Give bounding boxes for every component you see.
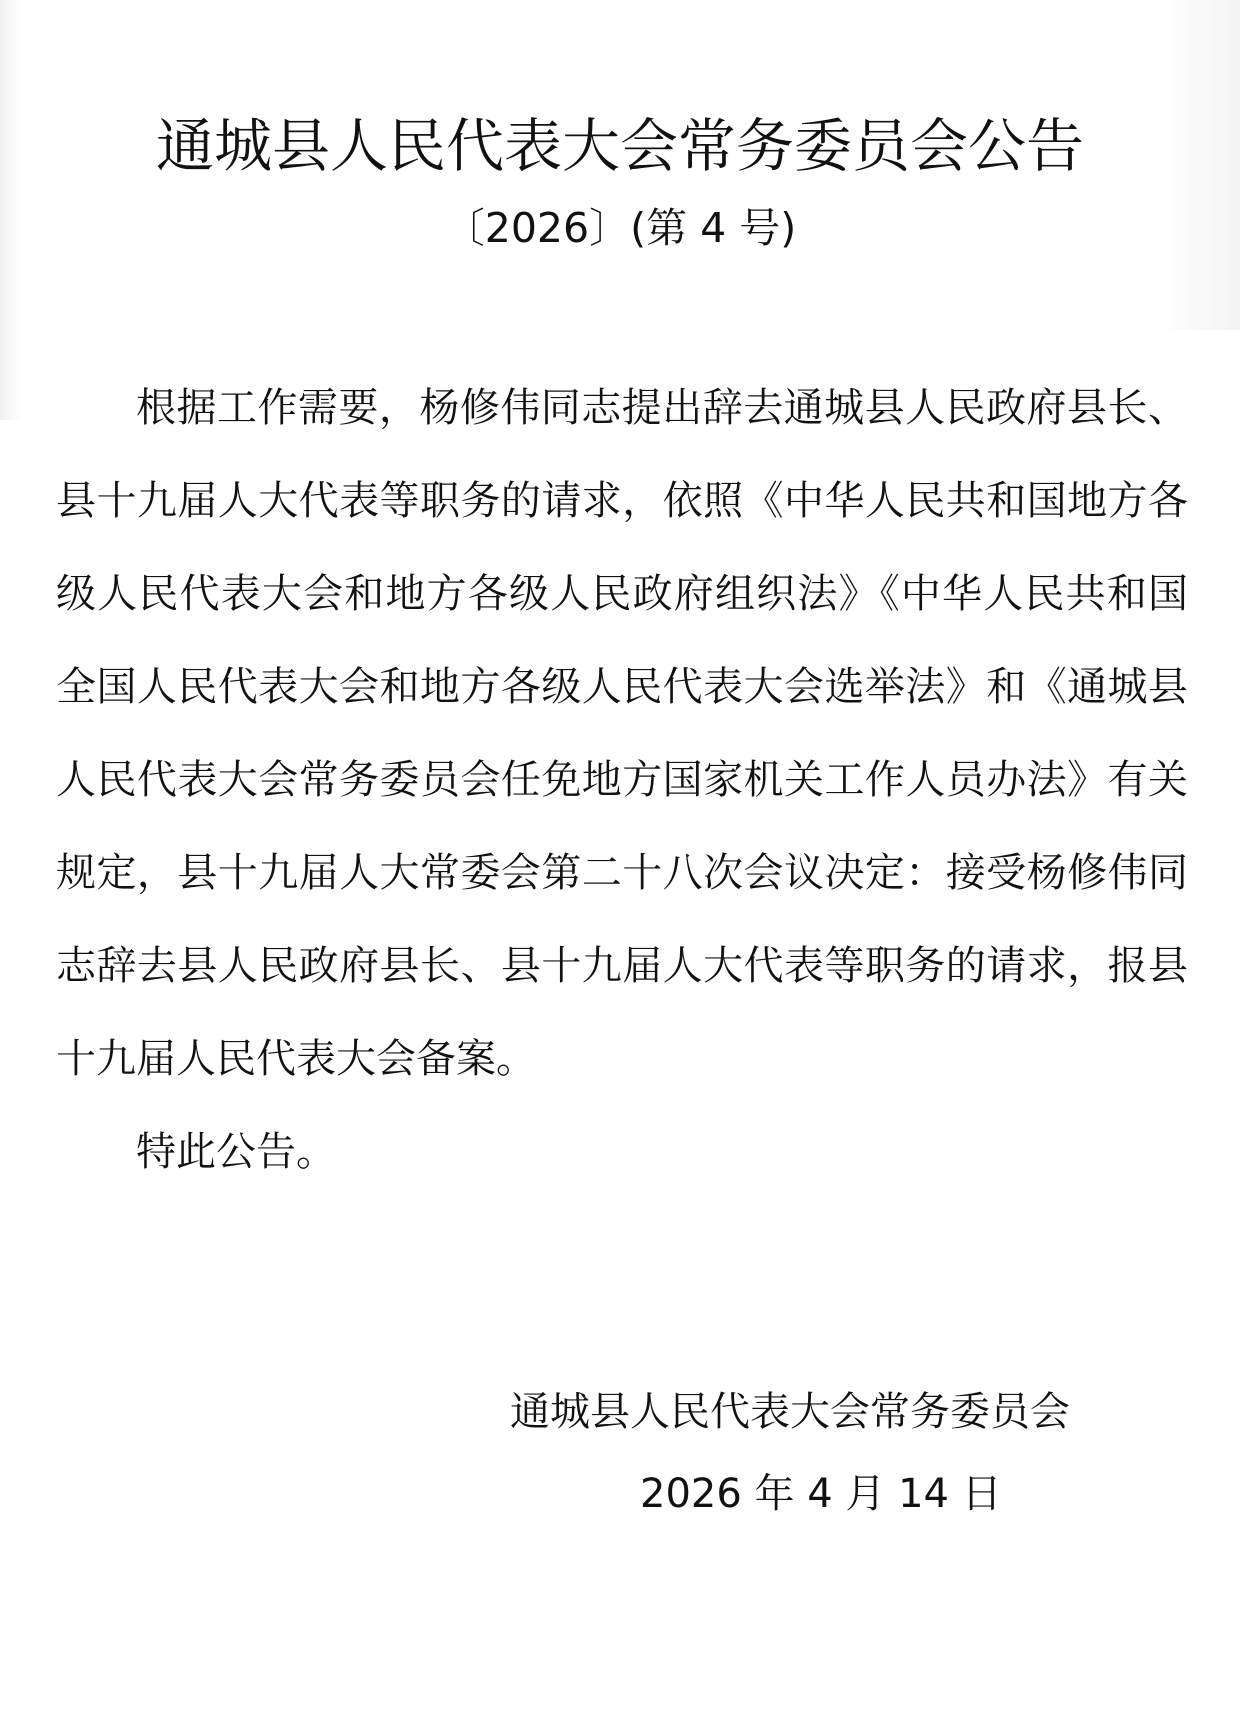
closing-paragraph: 特此公告。: [136, 1129, 336, 1175]
signature-organization: 通城县人民代表大会常务委员会: [510, 1389, 1070, 1435]
page-title: 通城县人民代表大会常务委员会公告: [155, 112, 1084, 180]
announcement-body: [56, 362, 1188, 1199]
signature-date: 2026 年 4 月 14 日: [640, 1471, 1002, 1517]
body-paragraph: 根据工作需要，杨修伟同志提出辞去通城县人民政府县长、县十九届人大代表等职务的请求，依照《中华人民共和国地方各级人民代表大会和地方各级人民政府组织法》《中华人民共和国全国人民代表大会和地方各级人民代表大会选举法》和《通城县人民代表大会常务委员会任免地方国家机关工作人员办法》有关规定，县十九届人大常委会第二十八次会议决定：接受杨修伟同志辞去县人民政府县长、县十九届人大代表等职务的请求，报县十九届人民代表大会备案。: [56, 385, 1188, 1082]
document-number: 〔2026〕(第 4 号): [443, 204, 797, 252]
